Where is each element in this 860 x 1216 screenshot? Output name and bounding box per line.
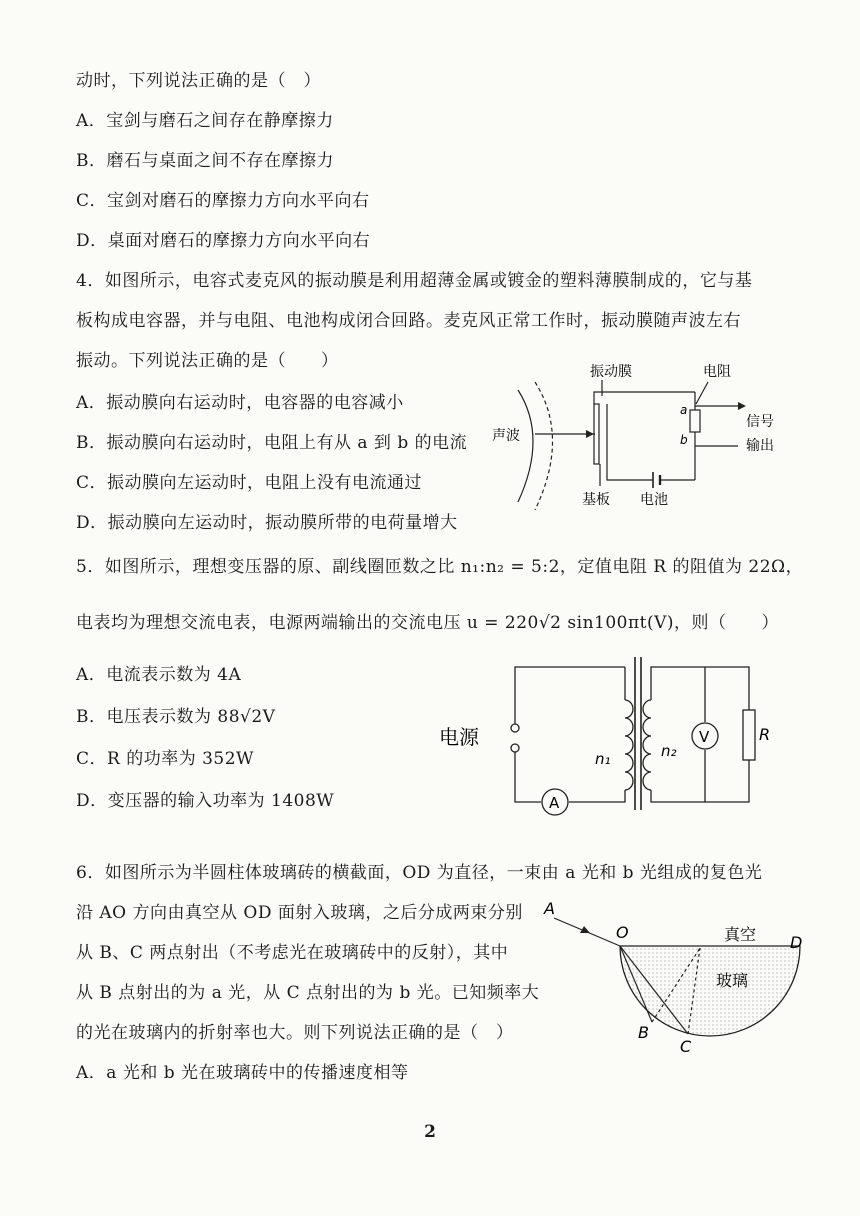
q4-stem-line-2: 板构成电容器，并与电阻、电池构成闭合回路。麦克风正常工作时，振动膜随声波左右 (76, 311, 741, 331)
q4-option-d[interactable]: D．振动膜向左运动时，振动膜所带的电荷量增大 (76, 513, 458, 533)
source-terminal-bottom (511, 744, 519, 752)
n2-label: n₂ (661, 742, 677, 760)
point-b-label: b (680, 433, 688, 447)
sound-arrow-head (586, 430, 594, 438)
primary-wire-top (515, 667, 625, 724)
q4-option-a[interactable]: A．振动膜向右运动时，电容器的电容减小 (76, 393, 404, 413)
source-terminal-top (511, 724, 519, 732)
q6-option-a[interactable]: A．a 光和 b 光在玻璃砖中的传播速度相等 (76, 1063, 409, 1083)
microphone-diagram (490, 362, 790, 512)
q3-option-c[interactable]: C．宝剑对磨石的摩擦力方向水平向右 (76, 191, 370, 211)
signal-arrow-head (738, 402, 746, 410)
sound-wave-arc-2 (535, 382, 553, 510)
q5-option-c[interactable]: C．R 的功率为 352W (76, 749, 255, 769)
q3-stem-tail: 动时，下列说法正确的是（ ） (76, 71, 321, 91)
secondary-coil (643, 700, 651, 790)
sound-label: 声波 (492, 428, 520, 444)
point-a-label: a (680, 403, 688, 417)
base-label: 基板 (582, 492, 610, 508)
page-number: 2 (424, 1122, 436, 1142)
resistor-label: 电阻 (703, 364, 731, 380)
point-D-label: D (790, 933, 803, 952)
primary-wire-bottom (515, 752, 541, 802)
q4-stem-line-1: 4．如图所示，电容式麦克风的振动膜是利用超薄金属或镀金的塑料薄膜制成的，它与基 (76, 271, 753, 291)
point-O-label: O (616, 923, 629, 942)
primary-coil (625, 700, 633, 790)
q4-option-b[interactable]: B．振动膜向右运动时，电阻上有从 a 到 b 的电流 (76, 433, 468, 453)
q5-option-a[interactable]: A．电流表示数为 4A (76, 665, 242, 685)
resistor-pointer (696, 382, 708, 404)
q4-option-c[interactable]: C．振动膜向左运动时，电阻上没有电流通过 (76, 473, 423, 493)
q6-stem-line-2: 沿 AO 方向由真空从 OD 面射入玻璃，之后分成两束分别 (76, 903, 523, 923)
resistor-r-label: R (759, 725, 771, 744)
q3-option-b[interactable]: B．磨石与桌面之间不存在摩擦力 (76, 151, 334, 171)
membrane-label: 振动膜 (590, 364, 632, 380)
sound-wave-arc-1 (518, 390, 533, 502)
resistor-element (690, 410, 700, 432)
q3-option-a[interactable]: A．宝剑与磨石之间存在静摩擦力 (76, 111, 334, 131)
signal-label-2: 输出 (746, 438, 774, 454)
q5-option-d[interactable]: D．变压器的输入功率为 1408W (76, 791, 335, 811)
n1-label: n₁ (595, 750, 611, 768)
signal-label-1: 信号 (746, 414, 774, 430)
glass-label: 玻璃 (716, 971, 749, 990)
vacuum-label: 真空 (724, 925, 757, 944)
q4-stem-line-3: 振动。下列说法正确的是（ ） (76, 351, 339, 371)
q3-option-d[interactable]: D．桌面对磨石的摩擦力方向水平向右 (76, 231, 371, 251)
glass-semicircle-diagram (540, 896, 810, 1056)
q6-stem-line-4: 从 B 点射出的为 a 光，从 C 点射出的为 b 光。已知频率大 (76, 983, 540, 1003)
voltmeter-label: V (699, 728, 710, 746)
point-B-label: B (638, 1023, 649, 1042)
primary-wire-coil-bottom (569, 790, 625, 802)
transformer-diagram (435, 652, 775, 820)
q5-stem-line-2: 电表均为理想交流电表，电源两端输出的交流电压 u = 220√2 sin100πt(V)，则（ ） (76, 613, 780, 633)
q5-option-b[interactable]: B．电压表示数为 88√2V (76, 707, 276, 727)
point-A-label: A (544, 899, 555, 918)
wire-bottom-left (607, 464, 653, 480)
q6-stem-line-1: 6．如图所示为半圆柱体玻璃砖的横截面，OD 为直径，一束由 a 光和 b 光组成的复色光 (76, 863, 763, 883)
resistor-box (743, 710, 755, 760)
ammeter-label: A (549, 794, 560, 812)
q5-stem-line-1: 5．如图所示，理想变压器的原、副线圈匝数之比 n₁:n₂ = 5:2，定值电阻 R 的阻值为 22Ω， (76, 557, 804, 577)
secondary-wire-bottom (651, 760, 749, 802)
q6-stem-line-3: 从 B、C 两点射出（不考虑光在玻璃砖中的反射），其中 (76, 943, 509, 963)
q6-stem-line-5: 的光在玻璃内的折射率也大。则下列说法正确的是（ ） (76, 1023, 514, 1043)
point-C-label: C (680, 1037, 692, 1056)
battery-label: 电池 (640, 492, 668, 508)
secondary-wire-top (651, 667, 749, 710)
source-label: 电源 (439, 725, 479, 749)
